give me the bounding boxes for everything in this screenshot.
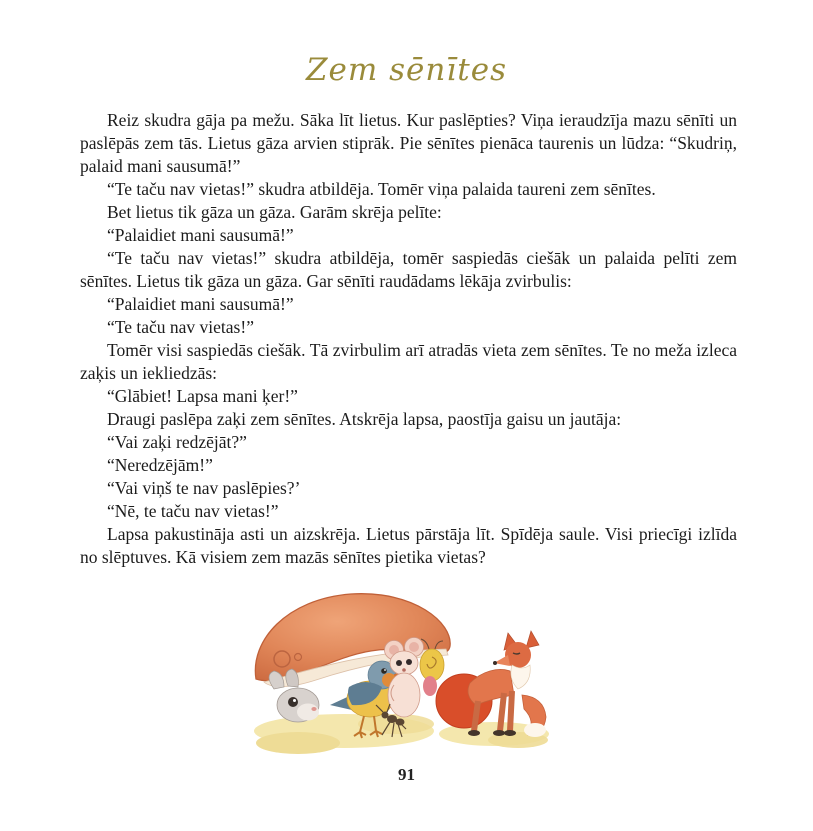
- story-illustration: [246, 583, 568, 758]
- story-paragraph: “Te taču nav vietas!” skudra atbildēja. Tomēr viņa palaida taureni zem sēnītes.: [107, 179, 656, 199]
- story-paragraph: Lapsa pakustināja asti un aizskrēja. Lietus pārstāja līt. Spīdēja saule. Visi priecīgi izlīda no slēptuves. Kā visiem zem mazās sēnītes pietika vietas?: [80, 524, 737, 567]
- story-paragraph: “Palaidiet mani sausumā!”: [107, 225, 294, 245]
- story-paragraph: “Te taču nav vietas!”: [107, 317, 254, 337]
- story-paragraph: “Neredzējām!”: [107, 455, 213, 475]
- mushroom-scene-illustration: [246, 583, 568, 758]
- story-paragraph: “Palaidiet mani sausumā!”: [107, 294, 294, 314]
- fox-illustration: [436, 631, 546, 737]
- story-paragraph: “Vai zaķi redzējāt?”: [107, 432, 247, 452]
- story-text: [80, 109, 737, 569]
- story-paragraph: Draugi paslēpa zaķi zem sēnītes. Atskrēja lapsa, paostīja gaisu un jautāja:: [107, 409, 622, 429]
- story-paragraph: “Nē, te taču nav vietas!”: [107, 501, 279, 521]
- story-paragraph: “Glābiet! Lapsa mani ķer!”: [107, 386, 298, 406]
- page-number: 91: [398, 765, 415, 784]
- page-title: Zem sēnītes: [306, 52, 507, 88]
- story-paragraph: Bet lietus tik gāza un gāza. Garām skrēja pelīte:: [107, 202, 442, 222]
- story-paragraph: “Te taču nav vietas!” skudra atbildēja, tomēr saspiedās ciešāk un palaida pelīti zem sēnītes. Lietus tik gāza un gāza. Gar sēnīti raudādams lēkāja zvirbulis:: [80, 248, 737, 291]
- story-paragraph: Reiz skudra gāja pa mežu. Sāka līt lietus. Kur paslēpties? Viņa ieraudzīja mazu sēnīti un paslēpās zem tās. Lietus gāza arvien stiprāk. Pie sēnītes pienāca taurenis un lūdza: “Skudriņ, palaid mani sausumā!”: [80, 110, 737, 176]
- story-paragraph: Tomēr visi saspiedās ciešāk. Tā zvirbulim arī atradās vieta zem sēnītes. Te no meža izleca zaķis un iekliedzās:: [80, 340, 737, 383]
- story-paragraph: “Vai viņš te nav paslēpies?’: [107, 478, 301, 498]
